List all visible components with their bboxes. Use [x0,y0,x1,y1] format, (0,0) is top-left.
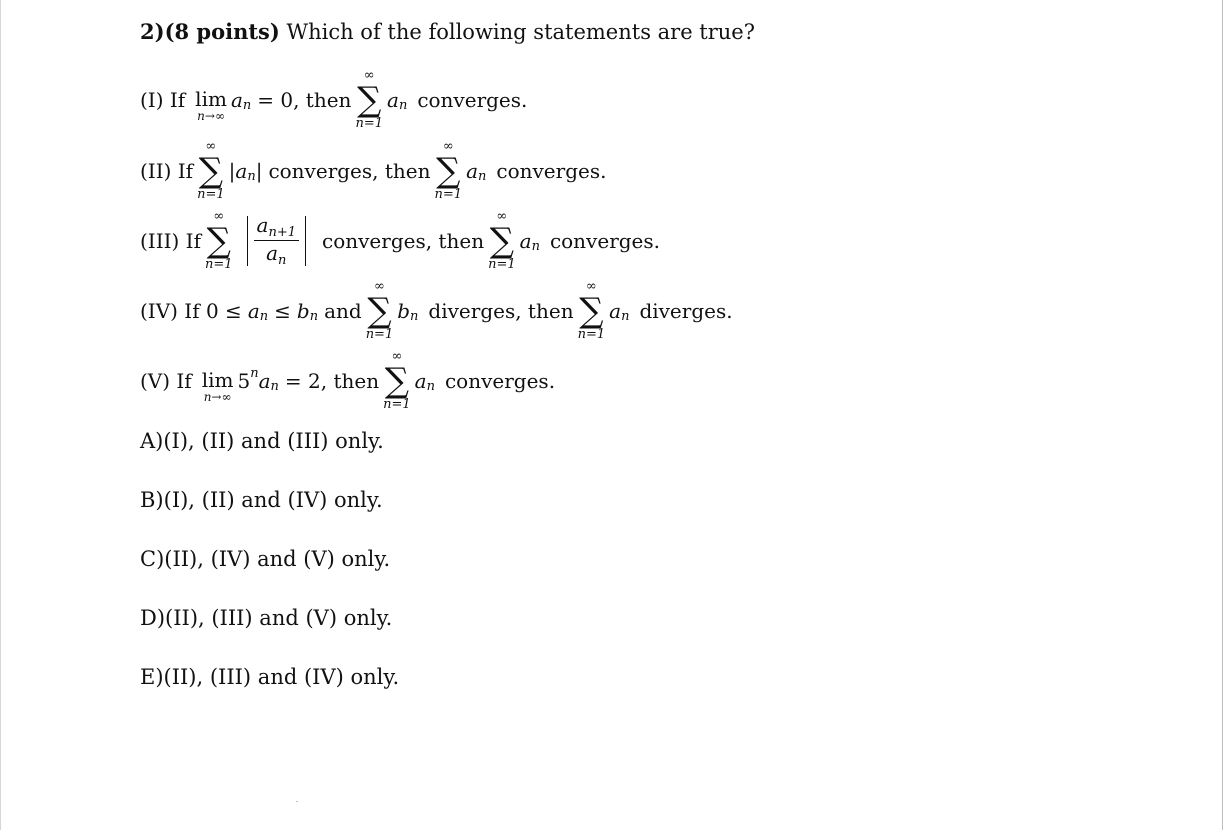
summation: ∞ ∑ n=1 [355,68,383,131]
question-number: 2) [140,19,165,44]
question-points: (8 points) [164,19,280,44]
choice-a: A)(I), (II) and (III) only. [140,429,384,453]
limit: lim n→∞ [195,87,227,123]
statement-label: (I) If [140,88,186,112]
statement-text: diverges. [639,299,733,323]
statement-text: converges. [444,369,556,393]
statement-label: (II) If [140,159,194,183]
statement-text: converges. [417,88,528,112]
choice-e: E)(II), (III) and (IV) only. [140,665,400,689]
statement-label: (V) If [140,369,192,393]
statement-label: (III) If [140,229,201,253]
statement-v: (V) If lim n→∞ 5 n a n = 2, then ∞ ∑ n=1 a n converges. [140,349,556,412]
question-prompt: Which of the following statements are true? [286,20,755,44]
summation: ∞ ∑ n=1 [204,209,233,272]
choice-d: D)(II), (III) and (V) only. [140,606,393,630]
statement-i: (I) If lim n→∞ a n = 0, then ∞ ∑ n=1 a n converges. [140,68,528,131]
statement-text: converges, then [268,159,431,183]
statement-text: diverges, then [428,299,574,323]
statement-text: and [324,299,362,323]
summation: ∞ ∑ n=1 [365,279,394,342]
statement-text: converges, then [322,229,485,253]
page-edge-right [1222,0,1223,830]
statement-label: (IV) If 0 ≤ [140,299,242,323]
limit: lim n→∞ [201,368,234,404]
summation: ∞ ∑ n=1 [577,279,606,342]
ratio-absolute: $\frac{a_{n+1}}{a_n}$ [241,214,312,269]
statement-ii: (II) If ∞ ∑ n=1 | a n | converges, then ∞ ∑ n=1 a n converges. [140,139,607,202]
summation: ∞ ∑ n=1 [197,139,225,202]
statement-text: converges. [496,159,607,183]
scan-speck [296,801,298,802]
summation: ∞ ∑ n=1 [383,349,411,412]
choice-c: C)(II), (IV) and (V) only. [140,547,391,571]
choice-b: B)(I), (II) and (IV) only. [140,488,383,512]
summation: ∞ ∑ n=1 [434,139,463,202]
statement-text: = 2, then [284,369,380,393]
statement-iii: (III) If ∞ ∑ n=1 $\frac{a_{n+1}}{a_n}$ converges, then ∞ ∑ n=1 a n converges. [140,209,661,272]
page-edge-left [0,0,1,830]
statement-text: converges. [549,229,661,253]
statement-iv: (IV) If 0 ≤ a n ≤ b n and ∞ ∑ n=1 b n diverges, then ∞ ∑ n=1 a n diverges. [140,279,733,342]
summation: ∞ ∑ n=1 [488,209,516,272]
question-heading [140,19,755,44]
statement-text: = 0, then [257,88,352,112]
